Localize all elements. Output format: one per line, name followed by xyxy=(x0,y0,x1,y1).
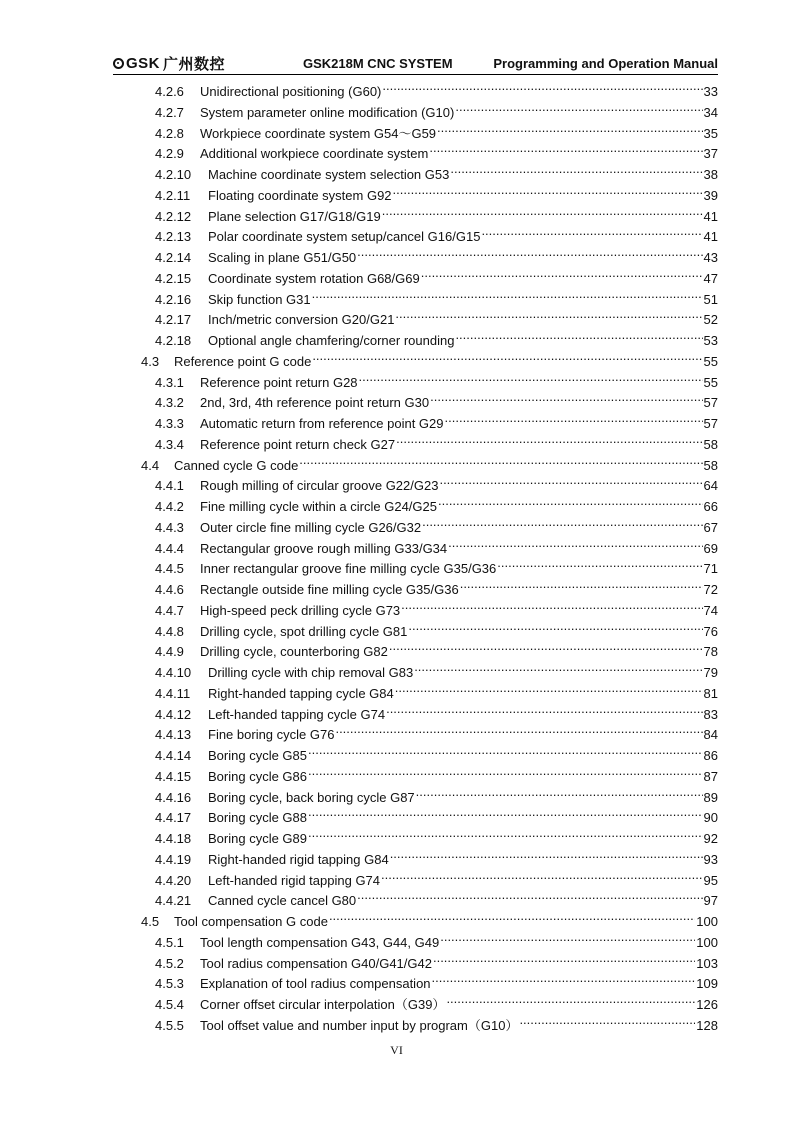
toc-entry-number: 4.4.21 xyxy=(155,893,192,909)
toc-leader-dots xyxy=(429,138,702,158)
toc-entry[interactable] xyxy=(155,367,718,390)
toc-entry-page: 55 xyxy=(703,374,718,390)
logo-text: GSK xyxy=(126,54,161,72)
toc-leader-dots xyxy=(446,989,695,1009)
toc-entry-title: Drilling cycle, spot drilling cycle G81 xyxy=(200,623,408,639)
toc-entry-title: Rectangle outside fine milling cycle G35/G36 xyxy=(200,582,459,597)
toc-entry-title: Boring cycle G88 xyxy=(208,810,307,826)
toc-entry-page: 126 xyxy=(696,997,718,1012)
toc-leader-dots xyxy=(408,616,702,636)
toc-entry-number: 4.2.17 xyxy=(155,312,192,328)
toc-entry-page: 34 xyxy=(703,104,718,120)
toc-entry-title: High-speed peck drilling cycle G73 xyxy=(200,602,401,618)
toc-entry[interactable] xyxy=(155,159,718,182)
toc-leader-dots xyxy=(308,802,703,822)
toc-entry[interactable] xyxy=(155,429,718,452)
toc-entry-number: 4.4.20 xyxy=(155,872,192,888)
toc-leader-dots xyxy=(299,450,702,470)
toc-entry-page: 72 xyxy=(703,582,718,597)
toc-entry-page: 58 xyxy=(703,436,718,452)
toc-entry-page: 57 xyxy=(703,395,718,411)
toc-entry-number: 4.2.15 xyxy=(155,270,192,286)
toc-entry-page: 76 xyxy=(703,623,718,639)
toc-entry-title: Right-handed tapping cycle G84 xyxy=(208,685,394,701)
toc-leader-dots xyxy=(519,1010,695,1030)
toc-leader-dots xyxy=(416,782,703,802)
toc-entry-title: 2nd, 3rd, 4th reference point return G30 xyxy=(200,395,430,411)
toc-entry-number: 4.4.10 xyxy=(155,665,192,680)
toc-entry-page: 67 xyxy=(703,519,718,535)
toc-entry-title: Outer circle fine milling cycle G26/G32 xyxy=(200,519,422,535)
toc-entry-page: 58 xyxy=(703,457,718,473)
toc-entry[interactable] xyxy=(141,450,718,473)
toc-entry-title: Reference point G code xyxy=(174,353,312,369)
toc-entry-number: 4.3.2 xyxy=(155,395,184,411)
logo-cn-text: 广州数控 xyxy=(163,54,226,73)
toc-entry-page: 51 xyxy=(703,291,718,307)
toc-leader-dots xyxy=(450,159,702,179)
toc-leader-dots xyxy=(437,118,702,138)
toc-entry-title: Drilling cycle, counterboring G82 xyxy=(200,644,388,660)
toc-entry-number: 4.4.11 xyxy=(155,685,191,701)
toc-leader-dots xyxy=(382,201,703,221)
toc-leader-dots xyxy=(335,719,702,739)
toc-entry-page: 92 xyxy=(703,831,718,846)
toc-leader-dots xyxy=(308,761,703,781)
toc-entry-number: 4.4 xyxy=(141,457,160,473)
toc-entry[interactable] xyxy=(155,636,718,660)
toc-entry-title: Canned cycle G code xyxy=(174,457,299,473)
toc-entry-page: 103 xyxy=(696,955,718,971)
toc-leader-dots xyxy=(389,636,703,656)
toc-leader-dots xyxy=(395,304,702,324)
toc-entry-title: Additional workpiece coordinate system xyxy=(200,146,429,162)
toc-entry[interactable] xyxy=(155,885,718,909)
toc-entry-page: 57 xyxy=(703,416,718,431)
toc-entry[interactable] xyxy=(141,906,718,929)
page-header xyxy=(113,54,718,75)
toc-leader-dots xyxy=(439,470,702,490)
toc-entry-number: 4.5.5 xyxy=(155,1017,184,1033)
toc-entry-title: Workpiece coordinate system G54～G59 xyxy=(200,125,437,141)
toc-entry-number: 4.4.6 xyxy=(155,582,184,597)
toc-entry-page: 53 xyxy=(703,333,718,348)
toc-leader-dots xyxy=(433,948,695,968)
toc-entry-title: Reference point return check G27 xyxy=(200,436,396,452)
toc-leader-dots xyxy=(455,325,702,345)
toc-entry-title: Floating coordinate system G92 xyxy=(208,187,392,203)
toc-entry-page: 86 xyxy=(703,748,718,763)
toc-entry-number: 4.4.5 xyxy=(155,561,184,577)
gsk-logo xyxy=(113,54,225,72)
toc-entry-number: 4.4.8 xyxy=(155,623,184,639)
toc-entry[interactable] xyxy=(155,180,718,203)
toc-leader-dots xyxy=(308,740,703,760)
toc-entry-page: 64 xyxy=(703,478,718,494)
toc-entry-title: Fine milling cycle within a circle G24/G25 xyxy=(200,499,437,514)
toc-entry-title: Plane selection G17/G18/G19 xyxy=(208,208,381,224)
toc-entry-page: 97 xyxy=(703,893,718,909)
toc-entry[interactable] xyxy=(155,574,718,597)
toc-entry[interactable] xyxy=(155,263,718,286)
toc-leader-dots xyxy=(390,844,703,864)
toc-entry-page: 128 xyxy=(696,1017,718,1033)
toc-entry-number: 4.3 xyxy=(141,353,160,369)
toc-entry[interactable] xyxy=(155,533,718,556)
toc-entry-number: 4.3.1 xyxy=(155,374,184,390)
toc-leader-dots xyxy=(497,553,702,573)
toc-entry[interactable] xyxy=(155,678,718,701)
toc-entry[interactable] xyxy=(155,595,718,618)
toc-entry-title: Boring cycle G85 xyxy=(208,748,307,763)
toc-entry[interactable] xyxy=(155,97,718,120)
toc-entry-title: System parameter online modification (G10) xyxy=(200,104,455,120)
toc-entry-page: 90 xyxy=(703,810,718,826)
toc-entry-page: 83 xyxy=(703,706,718,722)
toc-entry-number: 4.2.18 xyxy=(155,333,192,348)
toc-leader-dots xyxy=(430,387,702,407)
toc-entry-number: 4.4.1 xyxy=(155,478,184,494)
toc-entry[interactable] xyxy=(155,802,718,826)
toc-entry-page: 109 xyxy=(696,976,718,992)
toc-leader-dots xyxy=(312,346,702,366)
toc-entry-number: 4.2.8 xyxy=(155,125,184,141)
toc-entry-page: 78 xyxy=(703,644,718,660)
toc-leader-dots xyxy=(432,968,696,988)
toc-entry-number: 4.4.2 xyxy=(155,499,184,514)
toc-entry[interactable] xyxy=(155,761,718,784)
toc-entry-number: 4.2.9 xyxy=(155,146,184,162)
toc-entry-title: Drilling cycle with chip removal G83 xyxy=(208,665,414,680)
toc-entry[interactable] xyxy=(155,408,718,431)
toc-entry-page: 35 xyxy=(703,125,718,141)
toc-leader-dots xyxy=(381,865,703,885)
toc-entry-number: 4.3.3 xyxy=(155,416,184,431)
toc-entry-number: 4.2.11 xyxy=(155,187,191,203)
toc-entry[interactable] xyxy=(155,242,718,265)
toc-entry-page: 52 xyxy=(703,312,718,328)
toc-leader-dots xyxy=(438,491,703,511)
toc-entry-title: Skip function G31 xyxy=(208,291,311,307)
toc-entry[interactable] xyxy=(155,823,718,846)
toc-entry-page: 66 xyxy=(703,499,718,514)
toc-leader-dots xyxy=(401,595,702,615)
toc-entry[interactable] xyxy=(155,740,718,763)
toc-entry[interactable] xyxy=(155,968,718,992)
header-title: GSK218M CNC SYSTEM xyxy=(303,56,453,71)
toc-entry-number: 4.5.2 xyxy=(155,955,184,971)
toc-leader-dots xyxy=(414,657,702,677)
toc-entry[interactable] xyxy=(155,865,718,888)
toc-entry[interactable] xyxy=(155,221,718,245)
toc-entry-title: Coordinate system rotation G68/G69 xyxy=(208,270,420,286)
toc-entry[interactable] xyxy=(155,927,718,950)
toc-leader-dots xyxy=(312,284,703,304)
toc-entry-number: 4.5.4 xyxy=(155,997,184,1012)
toc-leader-dots xyxy=(440,927,695,947)
toc-leader-dots xyxy=(329,906,695,926)
toc-entry-title: Reference point return G28 xyxy=(200,374,358,390)
toc-entry-number: 4.5.3 xyxy=(155,976,184,992)
toc-entry-number: 4.4.18 xyxy=(155,831,192,846)
toc-entry-page: 100 xyxy=(696,934,718,950)
toc-entry-number: 4.2.6 xyxy=(155,84,184,99)
toc-entry[interactable] xyxy=(155,138,718,162)
toc-entry-number: 4.4.14 xyxy=(155,748,192,763)
toc-entry-number: 4.5 xyxy=(141,914,160,929)
toc-entry-title: Tool length compensation G43, G44, G49 xyxy=(200,934,440,950)
toc-entry-title: Left-handed rigid tapping G74 xyxy=(208,872,381,888)
toc-entry-title: Scaling in plane G51/G50 xyxy=(208,250,357,265)
toc-leader-dots xyxy=(455,97,702,117)
toc-entry[interactable] xyxy=(155,989,718,1012)
toc-entry-number: 4.3.4 xyxy=(155,436,184,452)
toc-entry-page: 38 xyxy=(703,167,718,182)
toc-entry[interactable] xyxy=(155,844,718,867)
toc-entry-page: 79 xyxy=(703,665,718,680)
toc-entry[interactable] xyxy=(155,387,718,411)
toc-entry-title: Optional angle chamfering/corner rounding xyxy=(208,333,455,348)
toc-entry-title: Boring cycle G86 xyxy=(208,768,307,784)
toc-entry-page: 41 xyxy=(703,208,718,224)
toc-entry-page: 87 xyxy=(703,768,718,784)
page-number: VI xyxy=(390,1043,403,1057)
toc-leader-dots xyxy=(421,263,703,283)
toc-leader-dots xyxy=(448,533,702,553)
toc-entry-number: 4.4.17 xyxy=(155,810,192,826)
toc-leader-dots xyxy=(382,76,702,96)
toc-leader-dots xyxy=(481,221,702,241)
toc-entry[interactable] xyxy=(155,553,718,577)
toc-entry-page: 71 xyxy=(703,561,718,577)
toc-entry-page: 43 xyxy=(703,250,718,265)
toc-entry-number: 4.4.16 xyxy=(155,789,192,805)
toc-entry-title: Tool offset value and number input by program（G10） xyxy=(200,1017,519,1033)
toc-entry-title: Canned cycle cancel G80 xyxy=(208,893,357,909)
toc-entry-page: 55 xyxy=(703,353,718,369)
toc-entry-number: 4.5.1 xyxy=(155,934,184,950)
toc-entry-page: 81 xyxy=(703,685,718,701)
toc-entry[interactable] xyxy=(155,699,718,722)
toc-entry-title: Boring cycle, back boring cycle G87 xyxy=(208,789,415,805)
toc-entry-number: 4.2.7 xyxy=(155,104,184,120)
toc-entry-page: 39 xyxy=(703,187,718,203)
toc-entry-number: 4.2.10 xyxy=(155,167,192,182)
toc-entry-title: Tool compensation G code xyxy=(174,914,328,929)
toc-entry[interactable] xyxy=(141,346,718,369)
toc-entry[interactable] xyxy=(155,782,718,805)
toc-leader-dots xyxy=(395,678,703,698)
toc-entry-title: Fine boring cycle G76 xyxy=(208,727,335,743)
toc-entry[interactable] xyxy=(155,76,718,99)
toc-entry-page: 33 xyxy=(703,84,718,99)
toc-leader-dots xyxy=(460,574,703,594)
toc-entry[interactable] xyxy=(155,284,718,307)
toc-entry-title: Unidirectional positioning (G60) xyxy=(200,84,382,99)
toc-entry[interactable] xyxy=(155,201,718,224)
toc-entry-page: 47 xyxy=(703,270,718,286)
toc-entry-page: 93 xyxy=(703,851,718,867)
toc-entry-page: 100 xyxy=(696,914,718,929)
toc-entry-title: Right-handed rigid tapping G84 xyxy=(208,851,389,867)
toc-entry[interactable] xyxy=(155,657,718,680)
toc-entry[interactable] xyxy=(155,616,718,639)
toc-entry-page: 84 xyxy=(703,727,718,743)
toc-entry-page: 95 xyxy=(703,872,718,888)
toc-entry-title: Tool radius compensation G40/G41/G42 xyxy=(200,955,432,971)
toc-entry-title: Machine coordinate system selection G53 xyxy=(208,167,450,182)
toc-entry-title: Inner rectangular groove fine milling cycle G35/G36 xyxy=(200,561,497,577)
toc-entry-page: 37 xyxy=(703,146,718,162)
toc-entry-number: 4.2.16 xyxy=(155,291,192,307)
toc-entry-title: Left-handed tapping cycle G74 xyxy=(208,706,386,722)
toc-entry[interactable] xyxy=(155,948,718,971)
toc-leader-dots xyxy=(359,367,703,387)
toc-entry-number: 4.4.15 xyxy=(155,768,192,784)
toc-entry[interactable] xyxy=(155,470,718,494)
toc-entry-title: Boring cycle G89 xyxy=(208,831,307,846)
toc-entry-number: 4.4.4 xyxy=(155,540,184,556)
toc-entry[interactable] xyxy=(155,512,718,535)
toc-entry[interactable] xyxy=(155,719,718,743)
gsk-logo-mark-icon xyxy=(113,58,124,69)
header-manual-title: Programming and Operation Manual xyxy=(493,56,718,71)
toc-leader-dots xyxy=(308,823,703,843)
toc-entry-number: 4.4.3 xyxy=(155,519,184,535)
toc-entry[interactable] xyxy=(155,1010,718,1033)
toc-entry-page: 74 xyxy=(703,602,718,618)
toc-entry[interactable] xyxy=(155,304,718,328)
toc-entry-page: 89 xyxy=(703,789,718,805)
toc-entry-title: Automatic return from reference point G29 xyxy=(200,416,444,431)
toc-entry-page: 41 xyxy=(703,229,718,245)
toc-entry-number: 4.2.14 xyxy=(155,250,192,265)
toc-entry[interactable] xyxy=(155,118,718,141)
toc-leader-dots xyxy=(357,885,702,905)
toc-entry-number: 4.4.13 xyxy=(155,727,192,743)
toc-entry-title: Corner offset circular interpolation（G39） xyxy=(200,997,446,1012)
toc-leader-dots xyxy=(396,429,702,449)
toc-entry[interactable] xyxy=(155,325,718,348)
toc-entry-number: 4.2.12 xyxy=(155,208,192,224)
toc-leader-dots xyxy=(393,180,703,200)
toc-entry-title: Rectangular groove rough milling G33/G34 xyxy=(200,540,448,556)
toc-entry-number: 4.4.9 xyxy=(155,644,184,660)
toc-leader-dots xyxy=(357,242,702,262)
toc-leader-dots xyxy=(445,408,703,428)
toc-entry-title: Polar coordinate system setup/cancel G16/G15 xyxy=(208,229,481,245)
toc-entry-title: Rough milling of circular groove G22/G23 xyxy=(200,478,439,494)
toc-leader-dots xyxy=(422,512,702,532)
toc-entry-number: 4.2.13 xyxy=(155,229,192,245)
toc-entry-number: 4.4.12 xyxy=(155,706,192,722)
toc-entry-number: 4.4.7 xyxy=(155,602,184,618)
toc-entry-page: 69 xyxy=(703,540,718,556)
toc-entry-title: Explanation of tool radius compensation xyxy=(200,976,431,992)
toc-leader-dots xyxy=(386,699,702,719)
toc-entry-number: 4.4.19 xyxy=(155,851,192,867)
toc-entry-title: Inch/metric conversion G20/G21 xyxy=(208,312,395,328)
toc-entry[interactable] xyxy=(155,491,718,514)
